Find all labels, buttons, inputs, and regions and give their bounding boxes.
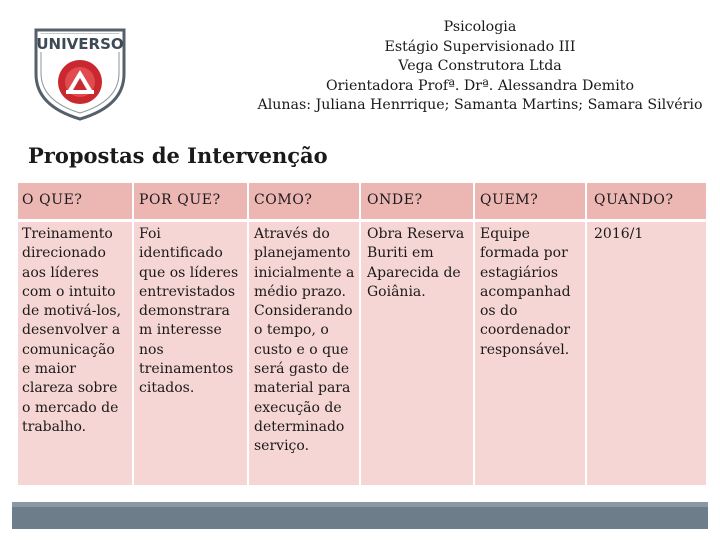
column-divider [359, 183, 361, 485]
section-title: Propostas de Intervenção [28, 143, 328, 168]
cell-when: 2016/1 [594, 226, 644, 242]
students-names: Alunas: Juliana Henrrique; Samanta Martins; Samara Silvério [257, 97, 703, 114]
company-name: Vega Construtora Ltda [398, 58, 562, 75]
cell-how: Através do planejamento inicialmente a médio prazo. Considerando o tempo, o custo e o que será gasto de material para execução de determinado serviço. [254, 226, 355, 455]
header-why: POR QUE? [139, 192, 221, 208]
cell-where: Obra Reserva Buriti em Aparecida de Goiânia. [367, 226, 465, 300]
document-header [200, 18, 720, 116]
column-divider [247, 183, 249, 485]
column-divider [473, 183, 475, 485]
advisor-name: Orientadora Profª. Drª. Alessandra Demito [326, 77, 634, 94]
column-divider [132, 183, 134, 485]
header-who: QUEM? [480, 192, 539, 208]
university-logo [30, 26, 130, 122]
header-when: QUANDO? [594, 192, 674, 208]
header-how: COMO? [254, 192, 313, 208]
cell-what: Treinamento direcionado aos líderes com o intuito de motivá-los, desenvolver a comunicação e maior clareza sobre o mercado de trabalho. [22, 226, 122, 435]
course-name: Psicologia [443, 19, 517, 35]
logo-text: UNIVERSO [36, 35, 124, 53]
column-divider [585, 183, 587, 485]
intervention-table [18, 182, 706, 485]
row-divider [18, 219, 706, 222]
header-what: O QUE? [22, 192, 83, 208]
header-where: ONDE? [367, 192, 423, 208]
discipline-name: Estágio Supervisionado III [384, 38, 576, 55]
cell-why: Foi identificado que os líderes entrevistados demonstrara m interesse nos treinamentos citados. [139, 226, 239, 397]
footer-band [12, 507, 708, 529]
cell-who: Equipe formada por estagiários acompanhad os do coordenador responsável. [480, 226, 571, 358]
university-crest-icon [30, 26, 130, 122]
